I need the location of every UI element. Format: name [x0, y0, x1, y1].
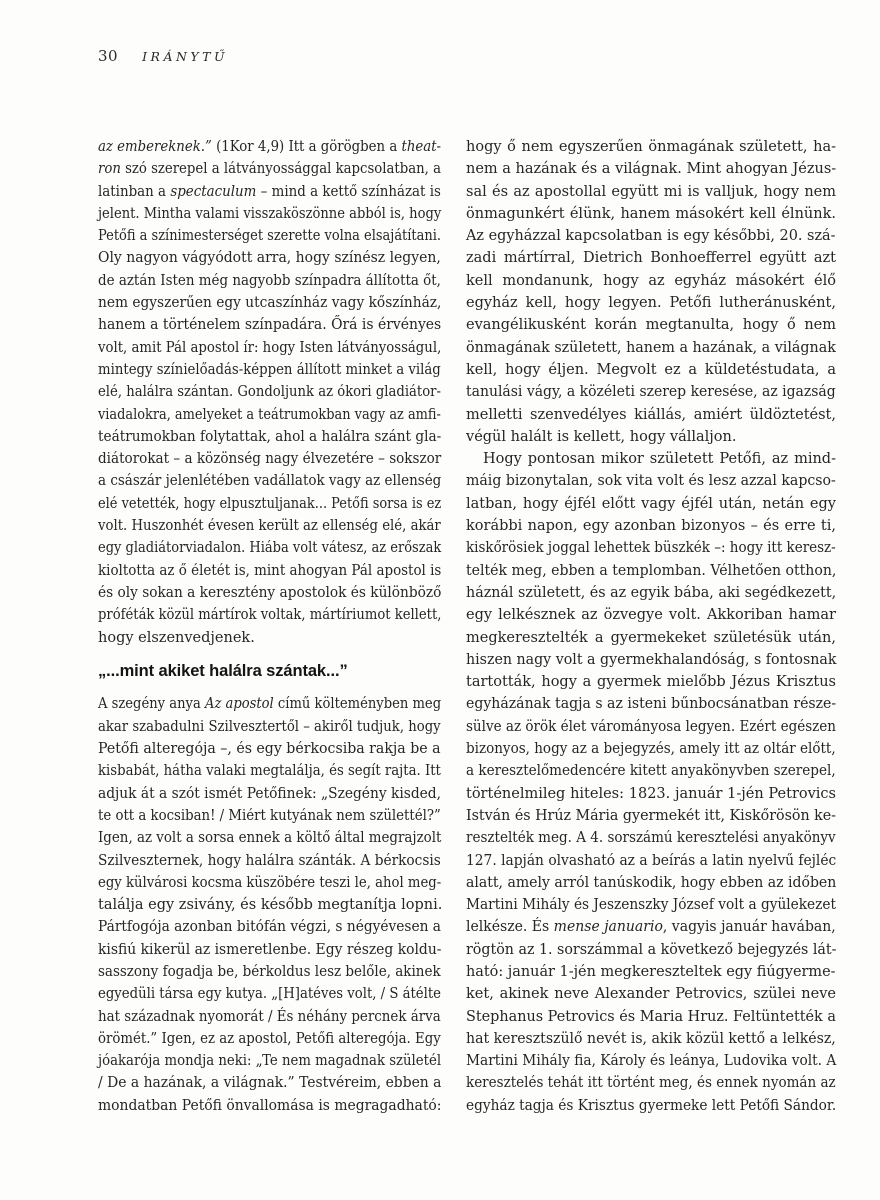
text-line — [98, 270, 441, 292]
text-run: egyházának tagja s az isteni bűnbocsánatban része- — [466, 696, 837, 713]
text-line — [98, 582, 442, 604]
text-run: a keresztelőmedencére kitett anyakönyvben szerepel, — [466, 763, 836, 780]
text-line — [466, 582, 837, 604]
text-run: egy külvárosi kocsma küszöbére teszi le, ahol meg- — [98, 874, 442, 891]
italic-text-run: az embereknek.” — [98, 139, 217, 155]
text-line — [98, 225, 442, 247]
text-run: című költeményben meg — [273, 696, 442, 713]
text-line — [466, 136, 836, 158]
text-run: volt. Huszonhét évesen került az ellenség elé, akár — [98, 518, 441, 535]
text-line — [466, 1050, 837, 1072]
text-line — [466, 426, 836, 448]
journal-title: IRÁNYTŰ — [142, 49, 229, 64]
text-run: István és Hrúz Mária gyermekét itt, Kiskőrösön ke- — [466, 807, 836, 824]
text-line — [466, 738, 836, 760]
text-line — [466, 560, 837, 582]
text-line — [466, 314, 836, 336]
text-run: keresztelés tehát itt történt meg, és ennek nyomán az — [466, 1075, 836, 1092]
text-run: hogy elszenvedjenek. — [98, 629, 255, 646]
text-run: kisfiú kikerül az ismeretlenbe. Egy részeg koldu- — [98, 941, 442, 958]
text-run: egyház kell, hogy legyen. Petőfi lutheránusként, — [466, 295, 836, 312]
text-run: végül halált is kellett, hogy vállaljon. — [466, 428, 737, 445]
text-line — [466, 515, 836, 537]
text-line — [466, 1028, 836, 1050]
text-run: elé, halálra szántan. Gondoljunk az ókori gladiátor- — [98, 384, 441, 401]
text-run: tanulási vágy, a közéleti szerep keresése, az igazság — [466, 384, 836, 401]
text-run: lelkésze. És — [466, 919, 554, 936]
text-line — [466, 181, 836, 203]
text-line — [98, 872, 442, 894]
text-run: Pártfogója azonban bitófán végzi, s négyévesen a — [98, 919, 441, 936]
text-line — [466, 983, 836, 1005]
italic-text-run: Az apostol — [204, 696, 274, 713]
text-line — [466, 448, 836, 470]
text-run: történelmileg hiteles: 1823. január 1-jén Petrovics — [466, 785, 836, 802]
text-run: kiskőrösiek joggal lehettek büszkék –: hogy itt keresz- — [466, 540, 836, 557]
text-run: adjuk át a szót ismét Petőfinek: „Szegény kisded, — [98, 785, 441, 802]
text-line — [466, 493, 836, 515]
text-run: Oly nagyon vágyódott arra, hogy színész legyen, — [98, 250, 441, 267]
text-run: nem egyszerűen egy utcaszínház vagy kőszínház, — [98, 295, 442, 312]
text-run: Petőfi alteregója –, és egy bérkocsiba rakja be a — [98, 741, 441, 758]
text-run: akar szabadulni Szilvesztertől – akiről tudjuk, hogy — [98, 718, 441, 735]
text-run: rögtön az 1. sorszámmal a következő bejegyzés lát- — [466, 941, 837, 958]
text-run: korábbi napon, egy azonban bizonyos – és erre ti, — [466, 518, 836, 535]
text-run: a császár jelenlétében vadállatok vagy az ellenség — [98, 473, 442, 490]
text-line — [466, 961, 834, 983]
text-line — [98, 627, 441, 649]
italic-text-run: mense januario — [553, 919, 663, 936]
text-line — [98, 470, 442, 492]
text-line — [466, 225, 834, 247]
text-line — [466, 1095, 837, 1117]
text-run: , vagyis január havában, — [662, 919, 836, 936]
text-line — [466, 939, 837, 961]
text-run: latban, hogy éjfél előtt vagy éjfél után, netán egy — [466, 495, 836, 512]
text-line — [98, 916, 441, 938]
text-run: hanem a történelem színpadára. Őrá is érvényes — [98, 317, 442, 334]
italic-text-run: ron — [98, 161, 121, 178]
text-run: szó szerepel a látványossággal kapcsolatban, a — [120, 161, 441, 178]
text-line — [98, 515, 441, 537]
text-run: sasszony fogadja be, bérkoldus lesz belőle, akinek — [98, 963, 441, 980]
text-run: latinban a — [98, 183, 171, 200]
text-line — [98, 693, 442, 715]
text-run: Igen, az volt a sorsa ennek a költő által megrajzolt — [98, 830, 442, 847]
text-line — [466, 537, 836, 559]
text-line — [466, 894, 836, 916]
text-run: (1Kor 4,9) Itt a görögben a — [216, 139, 402, 155]
text-run: kioltotta az ő életét is, mint ahogyan Pál apostol is — [98, 562, 442, 579]
text-line — [466, 337, 836, 359]
text-line — [98, 604, 442, 626]
text-line — [466, 760, 836, 782]
text-line — [466, 470, 836, 492]
text-line — [466, 850, 837, 872]
text-line — [98, 560, 442, 582]
text-run: evangélikusként korán megtanulta, hogy ő nem — [466, 317, 836, 334]
text-run: önmagunkért élünk, hanem másokért kell élnünk. — [466, 205, 836, 222]
text-run: hiszen nagy volt a gyermekhalandóság, s fontosnak — [466, 651, 837, 668]
text-run: jóakarója mondja neki: „Te nem magadnak születél — [98, 1053, 442, 1070]
text-run: önmagának született, hanem a hazának, a világnak — [466, 339, 836, 356]
text-line — [466, 359, 836, 381]
text-run: sülve az örök élet várományosa legyen. Ezért egészen — [466, 718, 837, 735]
text-line — [98, 738, 441, 760]
italic-text-run: spectaculum — [170, 183, 257, 200]
text-run: / De a hazának, a világnak.” Testvéreim, ebben a — [98, 1075, 442, 1092]
text-line — [98, 961, 441, 983]
text-run: mondatban Petőfi önvallomása is megragadható: — [98, 1097, 442, 1114]
text-line — [466, 203, 836, 225]
text-line — [98, 314, 442, 336]
text-run: ható: január 1-jén megkereszteltek egy fiúgyerme- — [466, 963, 836, 980]
text-line — [98, 1050, 442, 1072]
text-line — [466, 404, 836, 426]
text-run: nem a hazának és a világnak. Mint ahogyan Jézus- — [466, 161, 837, 178]
text-line — [98, 359, 441, 381]
text-line — [98, 493, 442, 515]
text-run: egyház tagja és Krisztus gyermeke lett Petőfi Sándor. — [466, 1097, 837, 1114]
text-line — [98, 894, 441, 916]
text-run: ket, akinek neve Alexander Petrovics, szülei neve — [466, 986, 836, 1003]
text-run: bizonyos, hogy az a bejegyzés, amely itt az oltár előtt, — [466, 741, 836, 758]
left-column — [98, 136, 441, 1117]
text-line — [466, 158, 836, 180]
text-run: kisbabát, hátha valaki megtalálja, és segít rajta. Itt — [98, 763, 441, 780]
text-run: egy lelkésznek az özvegye volt. Akkoriban hamar — [466, 607, 836, 624]
text-run: Szilveszternek, hogy halálra szánták. A bérkocsis — [98, 852, 441, 869]
text-line — [98, 805, 441, 827]
text-line — [98, 247, 441, 269]
text-run: megkeresztelték a gyermekeket születésük után, — [466, 629, 836, 646]
text-line — [98, 292, 442, 314]
text-line — [466, 627, 836, 649]
text-line — [466, 1072, 836, 1094]
text-line — [466, 783, 836, 805]
text-run: egy gladiátorviadalon. Hiába volt vátesz, az erőszak — [98, 540, 442, 557]
text-run: alatt, amely arról tanúskodik, hogy ebben az időben — [466, 874, 837, 891]
section-heading: „...mint akiket halálra szántak...” — [98, 661, 348, 680]
text-run: és oly sokan a keresztény apostolok és különböző — [98, 584, 442, 601]
text-line — [98, 404, 441, 426]
text-run: diátorokat – a közönség nagy élvezetére – sokszor — [98, 451, 442, 468]
text-line — [98, 983, 441, 1005]
text-line — [98, 181, 441, 203]
page-header — [98, 46, 836, 64]
text-line — [466, 872, 837, 894]
text-run: volt, amit Pál apostol ír: hogy Isten látványosságul, — [98, 339, 442, 356]
text-line — [98, 381, 441, 403]
text-line — [98, 426, 442, 448]
text-line — [466, 693, 837, 715]
text-run: A szegény anya — [98, 696, 205, 713]
text-run: Martini Mihály fia, Károly és leánya, Ludovika volt. A — [466, 1053, 837, 1070]
text-line — [98, 1072, 442, 1094]
text-run: jelent. Mintha valami visszaköszönne abból is, hogy — [98, 205, 442, 222]
text-run: mintegy színielőadás-képpen állított minket a világ — [98, 361, 441, 378]
text-run: melletti szenvedélyes kiállás, amiért üldöztetést, — [466, 406, 836, 423]
text-line — [98, 203, 442, 225]
right-column — [466, 136, 836, 1117]
text-line — [98, 158, 441, 180]
text-line — [466, 716, 837, 738]
text-line — [98, 760, 441, 782]
text-line — [98, 850, 441, 872]
italic-text-run: theat- — [401, 139, 442, 155]
text-line — [98, 939, 442, 961]
text-run: elé vetették, hogy elpusztuljanak... Petőfi sorsa is ez — [98, 495, 442, 512]
text-line — [98, 783, 441, 805]
text-run: viadalokra, amelyeket a teátrumokban vagy az amfi- — [98, 406, 441, 423]
text-run: örömét.” Igen, ez az apostol, Petőfi alteregója. Egy — [98, 1030, 441, 1047]
text-line — [466, 916, 836, 938]
two-column-text-body — [98, 136, 836, 1117]
text-run: kell, hogy éljen. Megvolt ez a küldetéstudata, a — [466, 361, 836, 378]
text-run: máig bizonytalan, sok vita volt és lesz azzal kapcso- — [466, 473, 836, 490]
text-run: hat keresztszülő nevét is, akik közül kettő a lelkész, — [466, 1030, 836, 1047]
text-line — [98, 716, 441, 738]
text-line — [98, 1006, 441, 1028]
text-line — [98, 827, 442, 849]
text-run: 127. lapján olvasható az a beírás a latin nyelvű fejléc — [466, 852, 837, 869]
text-line — [98, 1028, 441, 1050]
text-line — [466, 805, 836, 827]
text-run: találja egy zsivány, és később megtanítja lopni. — [98, 897, 443, 914]
text-line — [466, 604, 836, 626]
text-run: de aztán Isten még nagyobb színpadra állította őt, — [98, 272, 441, 289]
text-run: telték meg, ebben a templomban. Vélhetően otthon, — [466, 562, 837, 579]
text-line — [466, 292, 836, 314]
text-run: Petőfi a színimesterséget szerette volna elsajátítani. — [98, 228, 442, 245]
text-run: Martini Mihály és Jeszenszky József volt a gyülekezet — [466, 897, 836, 914]
text-run: Stephanus Petrovics és Maria Hruz. Feltüntették a — [466, 1008, 836, 1025]
text-run: hogy ő nem egyszerűen önmagának született, ha- — [466, 139, 836, 155]
text-line — [98, 337, 442, 359]
text-run: háznál született, és az egyik bába, aki segédkezett, — [466, 584, 837, 601]
text-run: – mind a kettő színházat is — [256, 183, 441, 200]
text-run: sal és az apostollal együtt mi is valljuk, hogy nem — [466, 183, 836, 200]
text-run: te ott a kocsiban! / Miért kutyának nem születtél?” — [98, 807, 441, 824]
text-run: zadi mártírral, Dietrich Bonhoefferrel együtt azt — [466, 250, 836, 267]
text-line — [98, 1095, 442, 1117]
text-line — [466, 671, 836, 693]
text-line — [98, 448, 442, 470]
page-number: 30 — [98, 47, 119, 65]
text-run: Az egyházzal kapcsolatban is egy későbbi, 20. szá- — [466, 228, 836, 245]
text-run: egyedüli társa egy kutya. „[H]atéves volt, / S átélte — [98, 986, 441, 1003]
text-run: hat századnak nyomorát / És néhány percnek árva — [98, 1008, 441, 1025]
text-run: kell mondanunk, hogy az egyház másokért élő — [466, 272, 836, 289]
text-line — [466, 1006, 836, 1028]
text-run: resztelték meg. A 4. sorszámú keresztelési anyakönyv — [466, 830, 836, 847]
text-run: teátrumokban folytattak, ahol a halálra szánt gla- — [98, 428, 442, 445]
text-line — [466, 827, 836, 849]
text-line — [466, 381, 836, 403]
text-run: próféták közül mártírok voltak, mártíriumot kellett, — [98, 607, 442, 624]
text-line — [98, 537, 442, 559]
text-line — [466, 649, 837, 671]
text-run: tartották, hogy a gyermek mielőbb Jézus Krisztus — [466, 674, 836, 691]
text-line — [466, 270, 836, 292]
text-line — [466, 247, 836, 269]
text-run: Hogy pontosan mikor született Petőfi, az mind- — [483, 451, 836, 468]
text-line — [98, 136, 442, 158]
